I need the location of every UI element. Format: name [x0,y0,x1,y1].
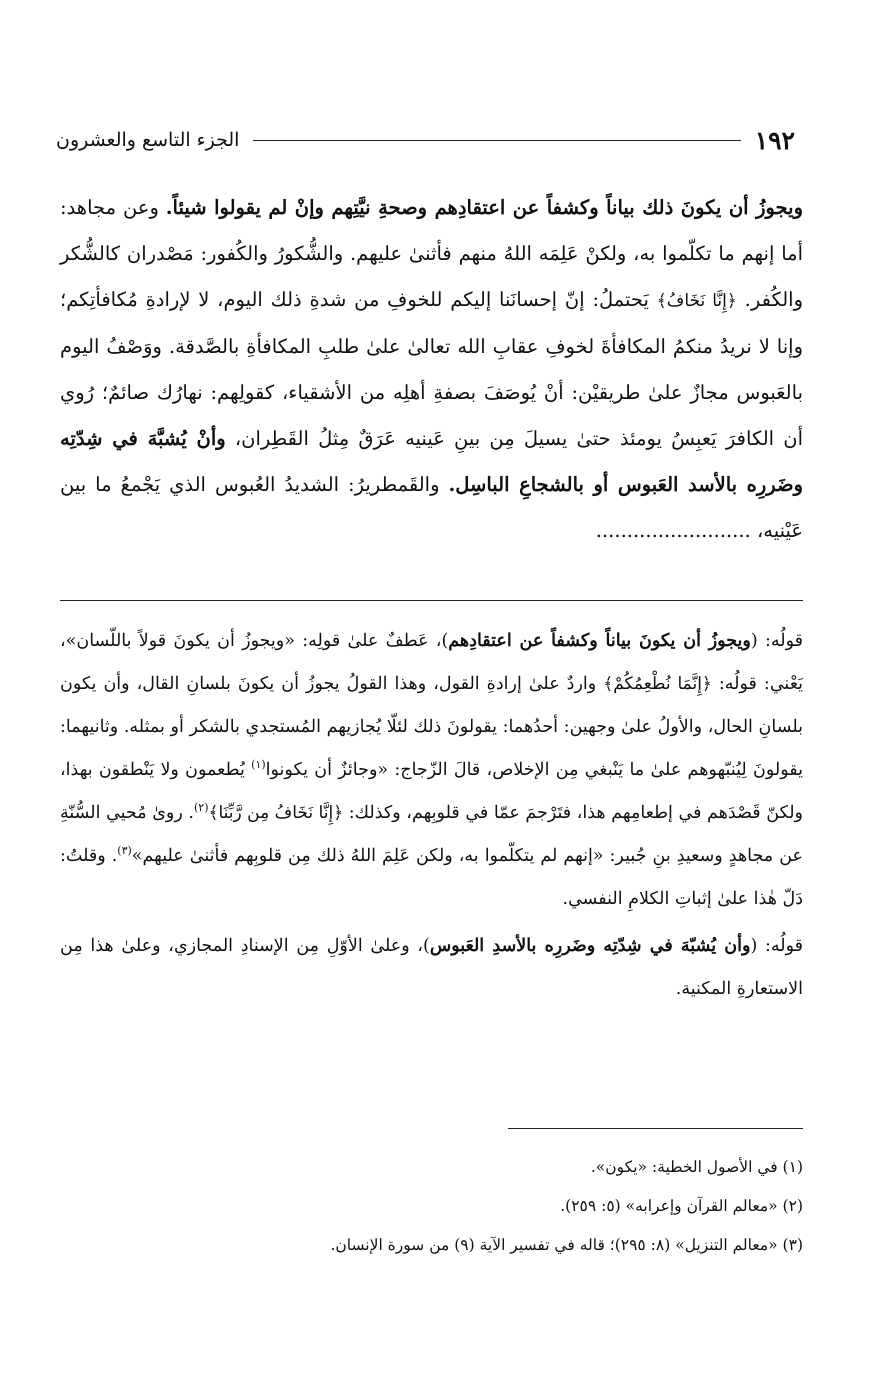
commentary-segment: واردٌ علىٰ إرادةِ القول، وهذا القولُ يجوزُ أن يكونَ بلسانِ القال، وأن يكون بلسانِ الحال، والأولُ علىٰ وجهين: أحدُهما: يقولونَ ذلك لئلّا يُجازيهم المُستجدي بالشكر أو بمثله. وثانيهما: يقولونَ لِيُنبّهوهم علىٰ ما يَنْبغي مِن الإخلاص، قالَ الزّجاج: «وجائزٌ أن يكونوا [60,674,803,780]
header-rule [253,140,740,141]
quran-verse: ﴿إِنَّمَا نُطْعِمُكُمْ﴾ [603,674,712,694]
commentary-quote: وأن يُشبّهَ في شِدّتِه وضَررِه بالأسدِ العَبوس [429,936,751,956]
footnote: (٢) «معالم القرآن وإعرابه» (٥: ٢٥٩). [560,1197,803,1215]
commentary-lead: قولُه: ( [750,631,803,651]
main-text [60,185,803,554]
commentary-paragraph [60,620,803,921]
commentary-segment: )، وعلىٰ الأوّلِ مِن الإسنادِ المجازي، وعلىٰ هذا مِن الاستعارةِ المكنية. [60,936,803,999]
quran-verse: ﴿إِنَّا نَخَافُ مِن رَّبِّنَا﴾ [208,803,344,823]
footnote-ref[interactable]: (١) [251,758,266,772]
commentary [60,620,803,1011]
page-header [56,120,795,160]
footnotes [60,1148,803,1265]
footnote-ref[interactable]: (٢) [193,801,209,815]
commentary-paragraph [60,925,803,1011]
main-text-segment: والقَمطريرُ: الشديدُ العُبوس الذي يَجْمعُ ما بين عَيْنيه، [60,473,803,542]
footnote-ref[interactable]: (٣) [117,844,132,858]
main-text-segment: يَحتملُ: إنّ إحسانَنا إليكم للخوفِ من شدةِ ذلك اليوم، لا لإرادةِ مُكافأتِكم؛ وإنا لا نريدُ منكمُ المكافأةَ لخوفِ عقابِ الله تعالىٰ علىٰ طلبِ المكافأةِ بالصَّدقة. ووَصْفُ اليوم بالعَبوس مجازٌ علىٰ طريقيْن: أنْ يُوصَفَ بصفةِ أهلِه من الأشقياء، كقولِهم: نهارُك صائمٌ؛ رُوي أن الكافرَ يَعبِسُ يومئذ حتىٰ يسيلَ مِن بينِ عَينيه عَرَقٌ مِثلُ القَطِران، [60,288,804,450]
text-separator [60,600,803,601]
main-bold-phrase: ويجوزُ أن يكونَ ذلك بياناً وكشفاً عن اعتقادِهم وصحةِ نيَّتِهم وإنْ لم يقولوا شيئاً. [165,196,803,219]
commentary-segment: )، عَطفٌ علىٰ قولِه: «ويجوزُ أن يكونَ قولاً باللّسان»، يَعْني: قولُه: [60,631,804,694]
footnote-separator [508,1128,803,1129]
quran-verse: ﴿إِنَّا نَخَافُ﴾ [656,291,737,311]
footnote: (٣) «معالم التنزيل» (٨: ٢٩٥)؛ قاله في تفسير الآية (٩) من سورة الإنسان. [330,1236,803,1254]
footnote: (١) في الأصول الخطية: «يكون». [590,1158,803,1176]
commentary-segment: يُطعمون ولا يَنْطقون بهذا، ولكنّ قَصْدَهم في إطعامِهم هذا، فتَرْجمَ عمّا في قلوبِهم، وكذلك: [60,760,803,823]
commentary-segment: . روىٰ مُحيي السُّنّةِ عن مجاهدٍ وسعيدِ بنِ جُبير: «إنهم لم يتكلّموا به، ولكن عَلِمَ اللهُ ذلك مِن قلوبِهم فأثنىٰ عليهم» [60,803,803,866]
page-number: ١٩٢ [754,125,795,155]
running-title: الجزء التاسع والعشرون [56,129,240,151]
main-text-segment: وعن مجاهد: أما إنهم ما تكلّموا به، ولكنْ عَلِمَه اللهُ منهم فأثنىٰ عليهم. والشُّكورُ والكُفور: مَصْدران كالشُّكر والكُفر. [60,196,803,311]
commentary-segment: . وقلتُ: دَلّ هٰذا علىٰ إثباتِ الكلامِ النفسي. [60,846,803,909]
main-bold-phrase: وأنْ يُشبَّهَ في شِدّتِه وضَررِه بالأسد العَبوس أو بالشجاعِ الباسِل. [60,427,803,496]
ellipsis: ......................... [595,519,751,542]
commentary-lead: قولُه: ( [750,936,803,956]
commentary-quote: ويجوزُ أن يكونَ بياناً وكشفاً عن اعتقادِهم [448,631,751,651]
